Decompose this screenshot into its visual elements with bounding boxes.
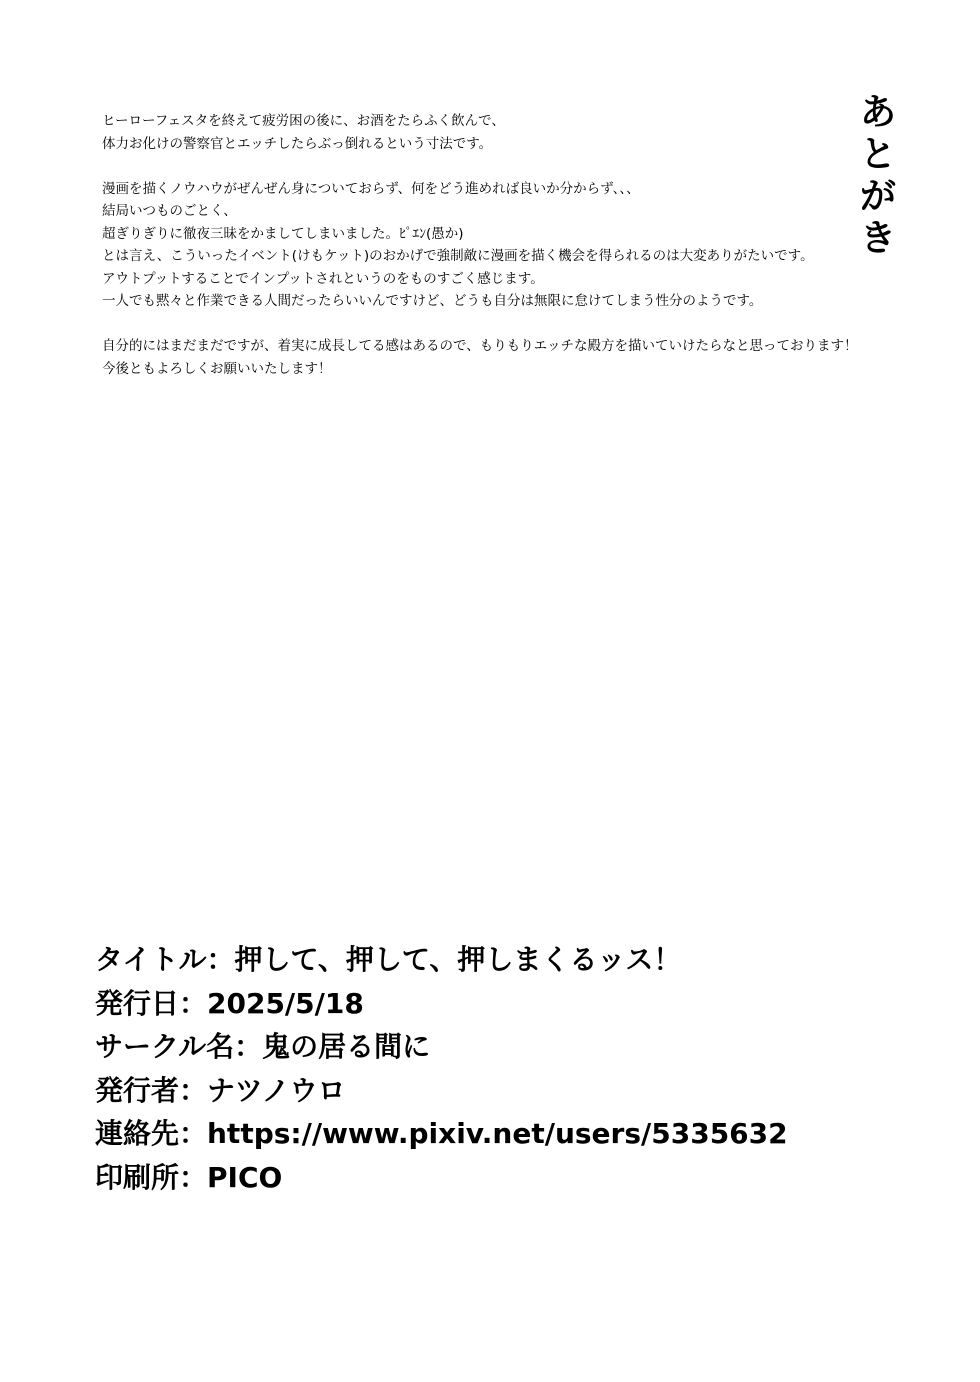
afterword-line: 漫画を描くノウハウがぜんぜん身についておらず、何をどう進めれば良いか分からず、、、 <box>102 180 640 197</box>
afterword-line: 一人でも黙々と作業できる人間だったらいいんですけど、どうも自分は無限に怠けてしまう性分のようです。 <box>102 293 763 309</box>
colophon-contact: 連絡先：https://www.pixiv.net/users/5335632 <box>95 1117 788 1150</box>
colophon-date: 発行日：2025/5/18 <box>95 986 364 1020</box>
afterword-paragraph <box>102 178 952 313</box>
colophon-title: タイトル：押して、押して、押しまくるッス！ <box>95 943 682 976</box>
afterword-line: アウトプットすることでインプットされというのをものすごく感じます。 <box>102 270 544 287</box>
afterword-line: ヒーローフェスタを終えて疲労困の後に、お酒をたらふく飲んで、 <box>102 113 505 129</box>
afterword-paragraph <box>102 110 952 155</box>
colophon <box>95 938 788 1199</box>
afterword-line: とは言え、こういったイベント(けもケット)のおかげで強制敵に漫画を描く機会を得られるのは大変ありがたいです。 <box>102 248 814 264</box>
afterword-title-char: と <box>859 134 896 175</box>
afterword-line: 自分的にはまだまだですが、着実に成長してる感はあるので、もりもりエッチな殿方を描いていけたらなと思っております！ <box>102 338 858 354</box>
afterword-paragraph <box>102 335 952 380</box>
afterword-line: 結局いつものごとく、 <box>102 203 237 219</box>
colophon-printer: 印刷所：PICO <box>95 1160 283 1194</box>
colophon-circle: サークル名：鬼の居る間に <box>95 1030 431 1063</box>
afterword-body <box>102 110 952 403</box>
colophon-publisher: 発行者：ナツノウロ <box>95 1073 346 1107</box>
afterword-title-char: き <box>859 218 896 259</box>
afterword-line: 体力お化けの警察官とエッチしたらぶっ倒れるという寸法です。 <box>102 135 493 152</box>
afterword-line: 超ぎりぎりに徹夜三昧をかましてしまいました。ﾋﾟｴﾝ(愚か) <box>102 225 464 242</box>
afterword-title-char: あ <box>859 92 896 133</box>
afterword-line: 今後ともよろしくお願いいたします！ <box>102 360 332 377</box>
afterword-title-char: が <box>859 176 896 217</box>
